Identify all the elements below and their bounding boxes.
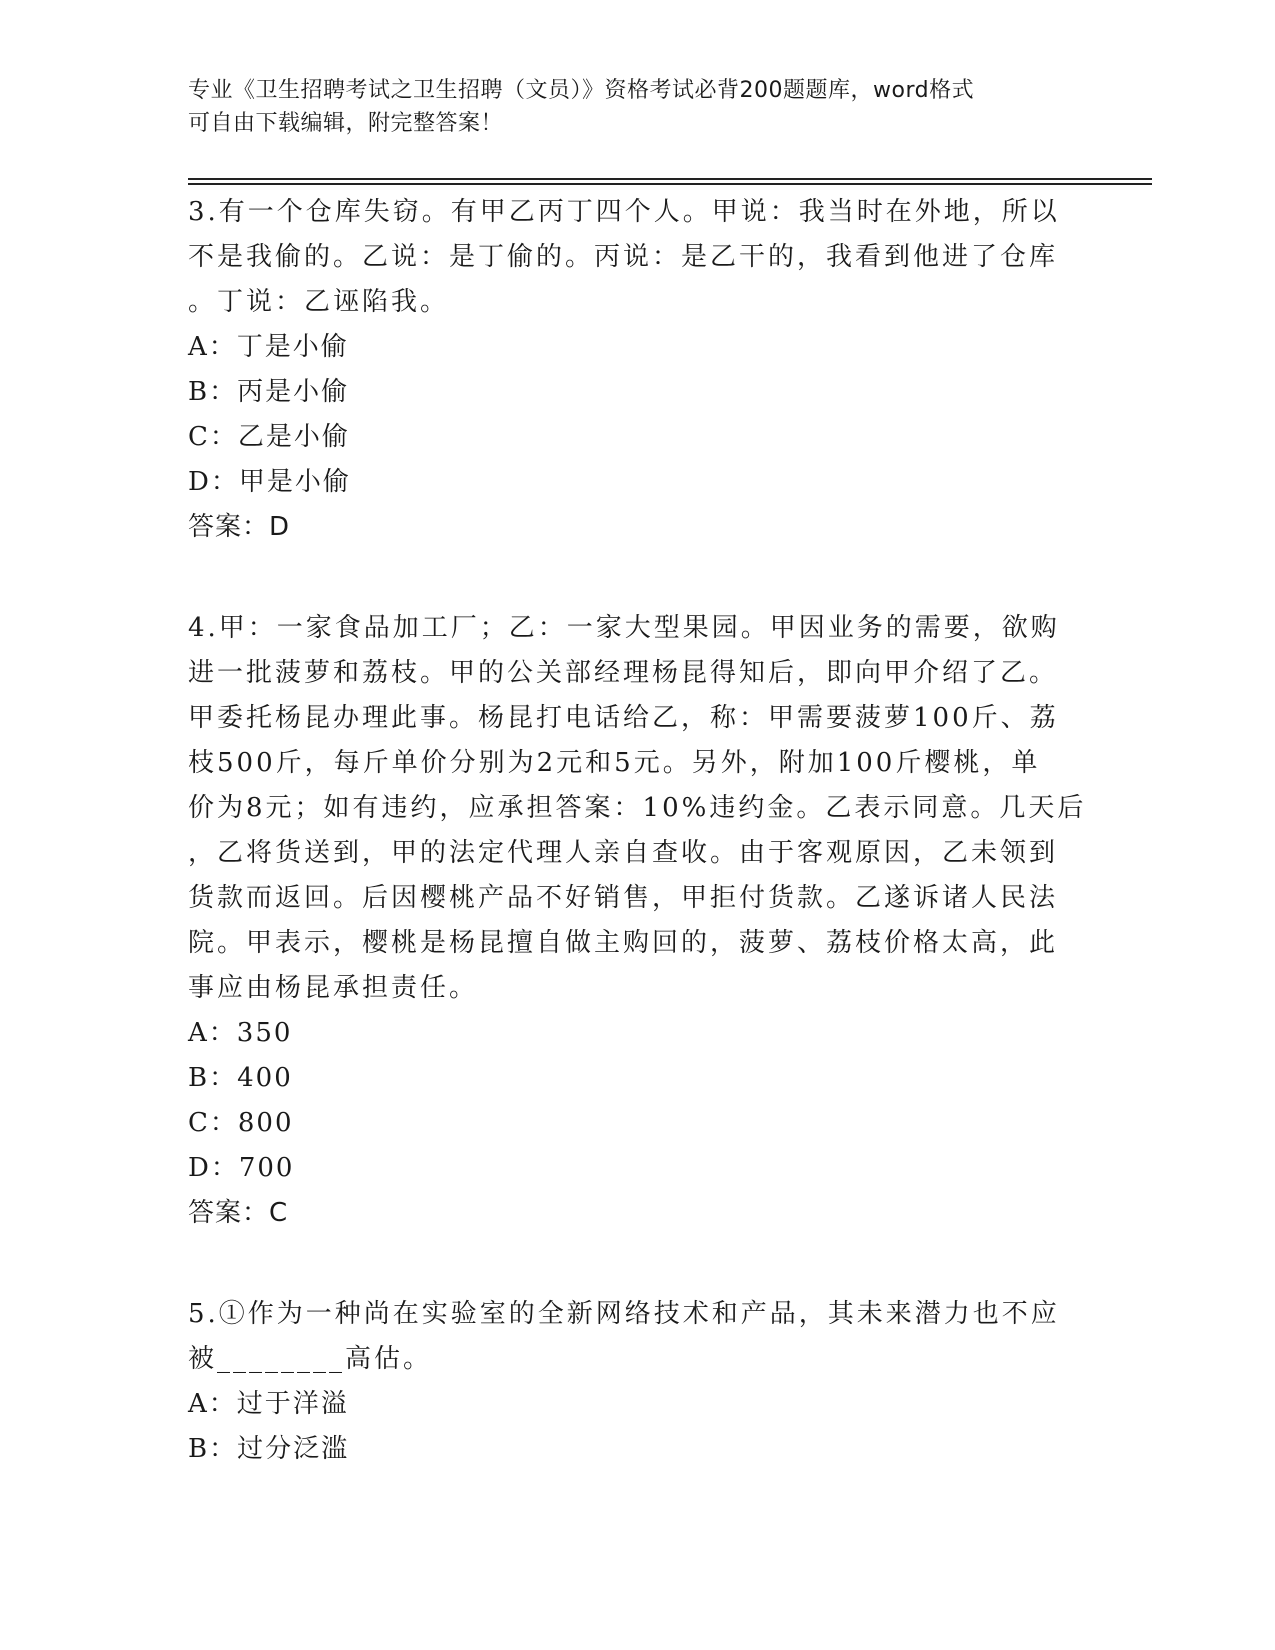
question-5 [188, 1292, 1088, 1472]
option-b: B：丙是小偷 [188, 377, 350, 407]
option-a: A：丁是小偷 [188, 332, 349, 362]
answer-line: 答案：D [188, 512, 291, 542]
header-rule-bottom [188, 183, 1152, 185]
answer-line: 答案：C [188, 1198, 289, 1228]
option-b: B：400 [188, 1063, 293, 1093]
question-stem [188, 190, 1088, 325]
stem-line: 进一批菠萝和荔枝。甲的公关部经理杨昆得知后，即向甲介绍了乙。 [188, 658, 1059, 688]
stem-line: 事应由杨昆承担责任。 [188, 973, 479, 1003]
stem-line: ，乙将货送到，甲的法定代理人亲自查收。由于客观原因，乙未领到 [188, 838, 1059, 868]
stem-line: 货款而返回。后因樱桃产品不好销售，甲拒付货款。乙遂诉诸人民法 [188, 883, 1059, 913]
stem-line: 甲委托杨昆办理此事。杨昆打电话给乙，称：甲需要菠萝100斤、荔 [188, 703, 1059, 733]
stem-line: 3.有一个仓库失窃。有甲乙丙丁四个人。甲说：我当时在外地，所以 [188, 197, 1060, 227]
option-a: A：过于洋溢 [188, 1389, 349, 1419]
option-c: C：乙是小偷 [188, 422, 350, 452]
stem-line: 被________高估。 [188, 1344, 433, 1374]
question-3 [188, 190, 1088, 550]
option-a: A：350 [188, 1018, 293, 1048]
stem-line: 4.甲：一家食品加工厂；乙：一家大型果园。甲因业务的需要，欲购 [188, 613, 1060, 643]
question-4 [188, 606, 1088, 1236]
option-c: C：800 [188, 1108, 294, 1138]
stem-line: 5.①作为一种尚在实验室的全新网络技术和产品，其未来潜力也不应 [188, 1299, 1060, 1329]
question-stem [188, 606, 1088, 1011]
stem-line: 院。甲表示，樱桃是杨昆擅自做主购回的，菠萝、荔枝价格太高，此 [188, 928, 1059, 958]
document-header [188, 74, 1088, 140]
header-title-line-2: 可自由下载编辑，附完整答案！ [188, 111, 504, 136]
header-rule-top [188, 178, 1152, 180]
stem-line: 。丁说：乙诬陷我。 [188, 287, 450, 317]
question-stem [188, 1292, 1088, 1382]
stem-line: 不是我偷的。乙说：是丁偷的。丙说：是乙干的，我看到他进了仓库 [188, 242, 1059, 272]
question-list [188, 190, 1088, 1528]
option-b: B：过分泛滥 [188, 1434, 350, 1464]
stem-line: 枝500斤，每斤单价分别为2元和5元。另外，附加100斤樱桃，单 [188, 748, 1041, 778]
stem-line: 价为8元；如有违约，应承担答案：10%违约金。乙表示同意。几天后 [188, 793, 1087, 823]
option-d: D：700 [188, 1153, 295, 1183]
option-d: D：甲是小偷 [188, 467, 351, 497]
header-title-line-1: 专业《卫生招聘考试之卫生招聘（文员）》资格考试必背200题题库，word格式 [188, 78, 975, 103]
